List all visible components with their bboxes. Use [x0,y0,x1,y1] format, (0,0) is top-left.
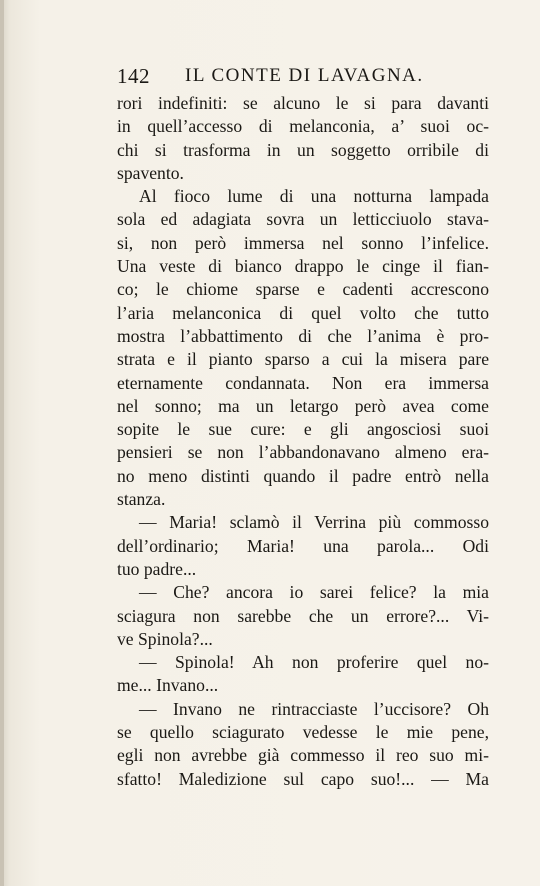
text-line: — Che? ancora io sarei felice? la mia [139,582,489,603]
text-line: ve Spinola?... [117,628,213,649]
page-number: 142 [117,64,150,88]
text-line: — Spinola! Ah non proferire quel no- [139,652,489,673]
text-line: mostra l’abbattimento di che l’anima è pro- [117,325,489,346]
text-line: stanza. [117,489,166,510]
page-header [117,64,497,94]
text-line: no meno distinti quando il padre entrò nella [117,465,489,486]
text-line: pensieri se non l’abbandonavano almeno era- [117,442,489,463]
text-line: co; le chiome sparse e cadenti accrescono [117,279,489,300]
running-title: IL CONTE DI LAVAGNA. [185,65,424,86]
body-text [117,92,489,791]
text-line: sola ed adagiata sovra un letticciuolo stava- [117,209,489,230]
text-line: tuo padre... [117,558,197,579]
text-line: eternamente condannata. Non era immersa [117,372,489,393]
text-line: spavento. [117,162,184,183]
text-line: l’aria melanconica di quel volto che tutto [117,302,489,323]
text-line: nel sonno; ma un letargo però avea come [117,395,489,416]
text-line: me... Invano... [117,675,219,696]
text-line: sopite le sue cure: e gli angosciosi suoi [117,419,489,440]
text-line: sfatto! Maledizione sul capo suo!... — Ma [117,768,489,789]
text-line: dell’ordinario; Maria! una parola... Odi [117,535,489,556]
text-line: egli non avrebbe già commesso il reo suo mi- [117,745,489,766]
page-binding-edge [0,0,4,886]
text-line: Al fioco lume di una notturna lampada [139,186,489,207]
text-line: se quello sciagurato vedesse le mie pene, [117,722,489,743]
text-line: in quell’accesso di melanconia, a’ suoi oc- [117,116,489,137]
text-line: rori indefiniti: se alcuno le si para davanti [117,93,489,113]
text-line: si, non però immersa nel sonno l’infelice. [117,232,489,253]
text-line: strata e il pianto sparso a cui la misera pare [117,349,489,370]
text-line: Una veste di bianco drappo le cinge il fian- [117,256,489,277]
text-line: chi si trasforma in un soggetto orribile di [117,139,489,160]
text-line: — Maria! sclamò il Verrina più commosso [139,512,489,533]
text-line: — Invano ne rintracciaste l’uccisore? Oh [139,698,489,719]
text-line: sciagura non sarebbe che un errore?... Vi- [117,605,489,626]
